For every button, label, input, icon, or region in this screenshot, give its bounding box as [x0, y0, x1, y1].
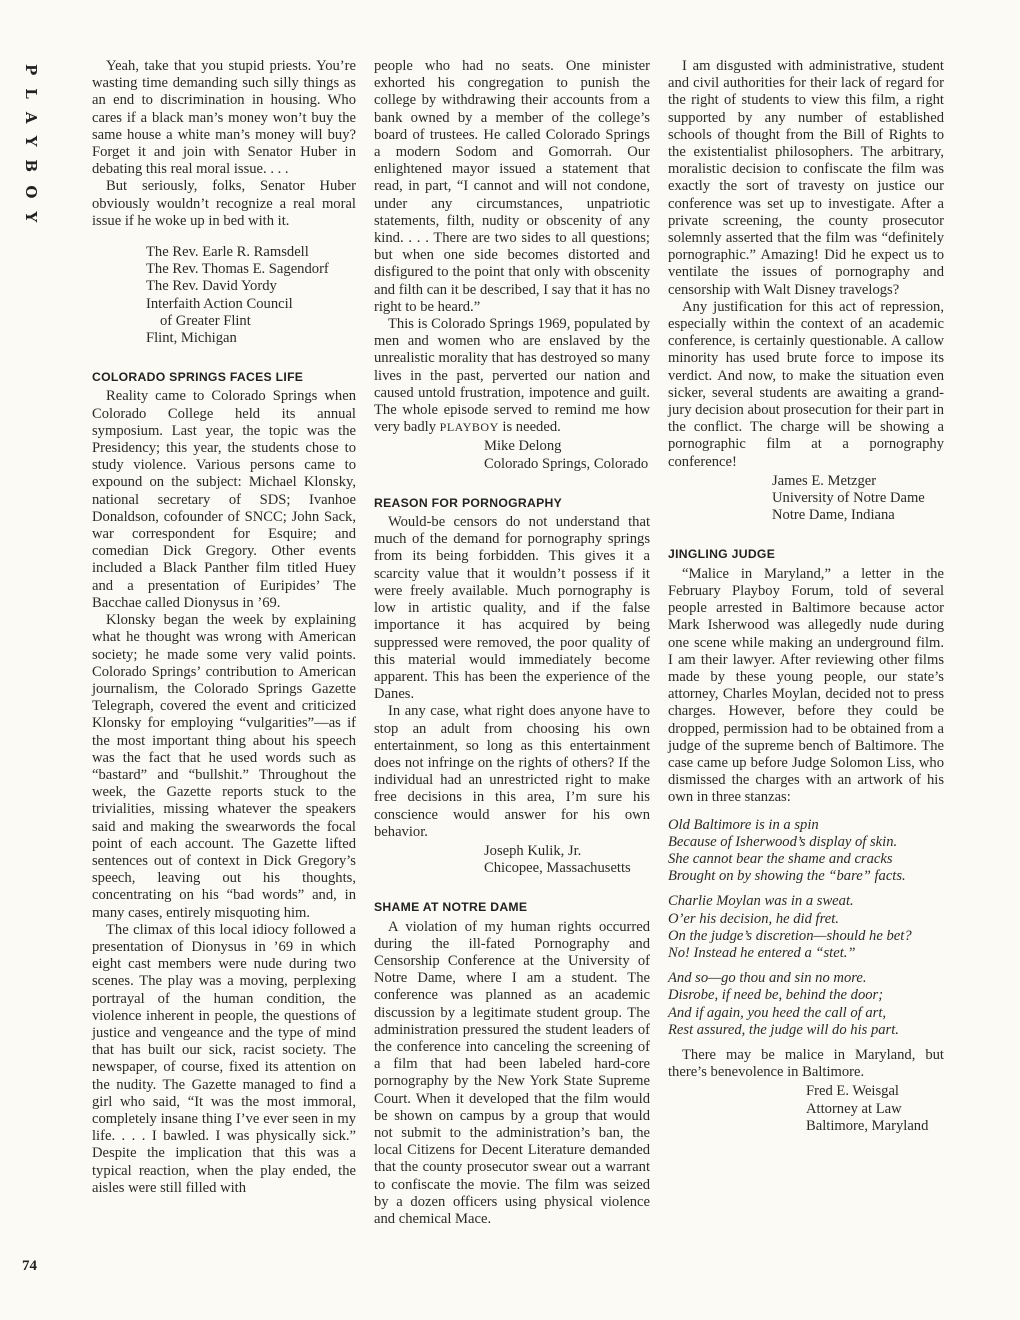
letter-paragraph: Reality came to Colorado Springs when Colorado College held its annual symposium. Last year, the topic was the Presidency; this year, the students chose to study violence. Various persons came to expound on the subject: Michael Klonsky, national secretary of SDS; Ivanhoe Donaldson, cofounder of SNCC; John Sack, war correspondent for Esquire; and comedian Dick Gregory. Other events included a Black Panther film titled Huey and a presentation of Euripides’ The Bacchae called Dionysus in ’69. [92, 388, 356, 611]
section-heading: COLORADO SPRINGS FACES LIFE [92, 370, 304, 385]
signature-block [668, 473, 944, 525]
signature-line: University of Notre Dame [772, 490, 925, 507]
signature-line: Attorney at Law [806, 1100, 902, 1117]
playboy-wordmark: PLAYBOY [439, 420, 499, 435]
poem-line: And if again, you heed the call of art, [668, 1004, 887, 1021]
letter-paragraph: Any justification for this act of repression, especially within the context of an academic conference, is certainly questionable. A callow minority has used brute force to impose its verdict. And now, to make the situation even sicker, several students are awaiting a grand-jury decision about prosecution for their part in the conflict. The charge will be showing a pornographic film at a pornography conference! [668, 298, 944, 470]
letter-paragraph: I am disgusted with administrative, student and civil authorities for their lack of regard for the right of students to view this film, a right supported by any number of established schools of thought from the Bill of Rights to the existentialist philosophers. The arbitrary, moralistic decision to confiscate the film was exactly the sort of travesty on justice our conference was set up to investigate. After a private screening, the county prosecutor solemnly asserted that the film was “definitely pornographic.” Amazing! Did he expect us to ventilate the issues of pornography and censorship with Walt Disney travelogs? [668, 58, 944, 298]
letter-paragraph: Would-be censors do not understand that much of the demand for pornography springs from its being forbidden. This gives it a scarcity value that it wouldn’t possess if it were freely available. Much pornography is low in artistic quality, and if the false importance it has acquired by being suppressed were removed, the poor quality of this material would immediately become apparent. This has been the experience of the Danes. [374, 514, 650, 703]
section-heading: SHAME AT NOTRE DAME [374, 900, 528, 915]
letter-paragraph: But seriously, folks, Senator Huber obviously wouldn’t recognize a real moral issue if he woke up in bed with it. [92, 178, 356, 229]
section-heading: REASON FOR PORNOGRAPHY [374, 495, 563, 510]
signature-line: Baltimore, Maryland [806, 1117, 929, 1134]
letter-paragraph [374, 316, 650, 436]
paragraph-text: This is Colorado Springs 1969, populated by men and women who are enslaved by the unrealistic morality that has destroyed so many lives in the past, perverted our nation and caused untold frustration, impotence and guilt. The whole episode served to remind me how very badly [374, 316, 650, 436]
poem-line: Disrobe, if need be, behind the door; [668, 987, 884, 1004]
poem-stanza [668, 893, 944, 962]
letter-paragraph: In any case, what right does anyone have to stop an adult from choosing his own entertainment, so long as this entertainment does not infringe on the rights of others? If the individual had an unrestricted right to make free decisions in this area, I’m sure his conscience would answer for his own behavior. [374, 703, 650, 840]
signature-line: Fred E. Weisgal [806, 1083, 899, 1100]
poem-line: She cannot bear the shame and cracks [668, 850, 893, 867]
signature-line: Notre Dame, Indiana [772, 507, 895, 524]
letter-paragraph: There may be malice in Maryland, but there’s benevolence in Baltimore. [668, 1046, 944, 1081]
poem-stanza [668, 817, 944, 886]
signature-line: Colorado Springs, Colorado [484, 455, 649, 472]
poem-line: And so—go thou and sin no more. [668, 970, 867, 987]
signature-block [374, 843, 650, 877]
paragraph-text: is needed. [502, 419, 561, 436]
poem-line: Brought on by showing the “bare” facts. [668, 868, 906, 885]
signature-line: Chicopee, Massachusetts [484, 860, 631, 877]
signature-line: The Rev. David Yordy [146, 278, 277, 295]
poem-line: O’er his decision, he did fret. [668, 910, 839, 927]
section-heading: JINGLING JUDGE [668, 547, 776, 562]
masthead [14, 48, 44, 348]
letter-paragraph: A violation of my human rights occurred during the ill-fated Pornography and Censorship Conference at the University of Notre Dame, where I am a student. The conference was planned as an academic discussion by a legitimate student group. The administration pressured the student leaders of the conference into canceling the screening of a film that had been labeled hard-core pornography by the New York State Supreme Court. When it developed that the film would be shown on campus by a group that would not submit to the administration’s ban, the local Citizens for Decent Literature demanded that the county prosecutor swear out a warrant to confiscate the movie. The film was seized by a dozen officers using physical violence and chemical Mace. [374, 918, 650, 1227]
poem-line: Charlie Moylan was in a sweat. [668, 893, 854, 910]
signature-line: of Greater Flint [160, 312, 251, 329]
signature-line: The Rev. Earle R. Ramsdell [146, 244, 309, 261]
signature-line: Mike Delong [484, 438, 562, 455]
signature-line: Flint, Michigan [146, 330, 237, 347]
signature-line: Interfaith Action Council [146, 295, 293, 312]
poem-line: Because of Isherwood’s display of skin. [668, 833, 898, 850]
letter-paragraph: The climax of this local idiocy followed a presentation of Dionysus in ’69 in which eight cast members were nude during two scenes. The play was a moving, perplexing portrayal of the human condition, the violence inherent in people, the questions of justice and vengeance and the type of mind that has built our sick, racist society. The newspaper, of course, fixed its attention on the nudity. The Gazette managed to find a girl who said, “It was the most immoral, completely insane thing I’ve ever seen in my life. . . . I bawled. I was physically sick.” Despite the implication that this was a typical reaction, when the play ended, the aisles were still filled with [92, 921, 356, 1196]
letter-paragraph: people who had no seats. One minister exhorted his congregation to punish the college by withdrawing their accounts from a bank owned by a member of the college’s board of trustees. He called Colorado Springs a modern Sodom and Gomorrah. Our enlightened mayor issued a statement that read, in part, “I cannot and will not condone, under any circumstances, unpatriotic statements, filth, nudity or obscenity of any kind. . . . There are two sides to all questions; but when one side becomes distorted and disfigured to the point that only with obscenity and filth can it be described, I say that it has no right to be heard.” [374, 58, 650, 315]
signature-block [668, 1083, 944, 1135]
signature-block [92, 244, 356, 347]
masthead-title: PLAYBOY [22, 64, 40, 236]
letter-paragraph: “Malice in Maryland,” a letter in the February Playboy Forum, told of several people arrested in Baltimore because actor Mark Isherwood was allegedly nude during one scene while making an underground film. I am their lawyer. After reviewing other films made by these young people, our state’s attorney, Charles Moylan, decided not to press charges. However, before they could be dropped, permission had to be obtained from a judge of the supreme bench of Baltimore. The case came up before Judge Solomon Liss, who dismissed the charges with an artwork of his own in three stanzas: [668, 565, 944, 806]
poem-stanza [668, 970, 944, 1039]
letter-paragraph: Klonsky began the week by explaining what he thought was wrong with American society; he made some very valid points. Colorado Springs’ contribution to American journalism, the Colorado Springs Gazette Telegraph, covered the event and criticized Klonsky for employing “vulgarities”—as if the most important thing about his speech was the fact that he used words such as “bastard” and “bullshit.” Throughout the week, the Gazette reports stuck to the trivialities, missing whatever the speakers said and making the swearwords the focal point of each account. The Gazette lifted sentences out of context in Dick Gregory’s speech, leaving out his thoughts, concentrating on his “bad words” and, in many cases, entirely misquoting him. [92, 612, 356, 921]
column-2 [374, 58, 650, 1228]
poem-line: No! Instead he entered a “stet.” [668, 944, 856, 961]
poem-line: On the judge’s discretion—should he bet? [668, 927, 912, 944]
column-1 [92, 58, 356, 1197]
signature-line: James E. Metzger [772, 472, 877, 489]
judge-poem [668, 817, 944, 1039]
poem-line: Old Baltimore is in a spin [668, 816, 819, 833]
poem-line: Rest assured, the judge will do his part. [668, 1021, 899, 1038]
page-number: 74 [22, 1258, 37, 1274]
letter-paragraph: Yeah, take that you stupid priests. You’re wasting time demanding such silly things as an end to discrimination in housing. Who cares if a black man’s money won’t buy the same house a white man’s money will buy? Forget it and join with Senator Huber in debating this real moral issue. . . . [92, 58, 356, 178]
signature-block [374, 438, 650, 472]
signature-line: The Rev. Thomas E. Sagendorf [146, 261, 329, 278]
column-3 [668, 58, 944, 1135]
signature-line: Joseph Kulik, Jr. [484, 842, 582, 859]
